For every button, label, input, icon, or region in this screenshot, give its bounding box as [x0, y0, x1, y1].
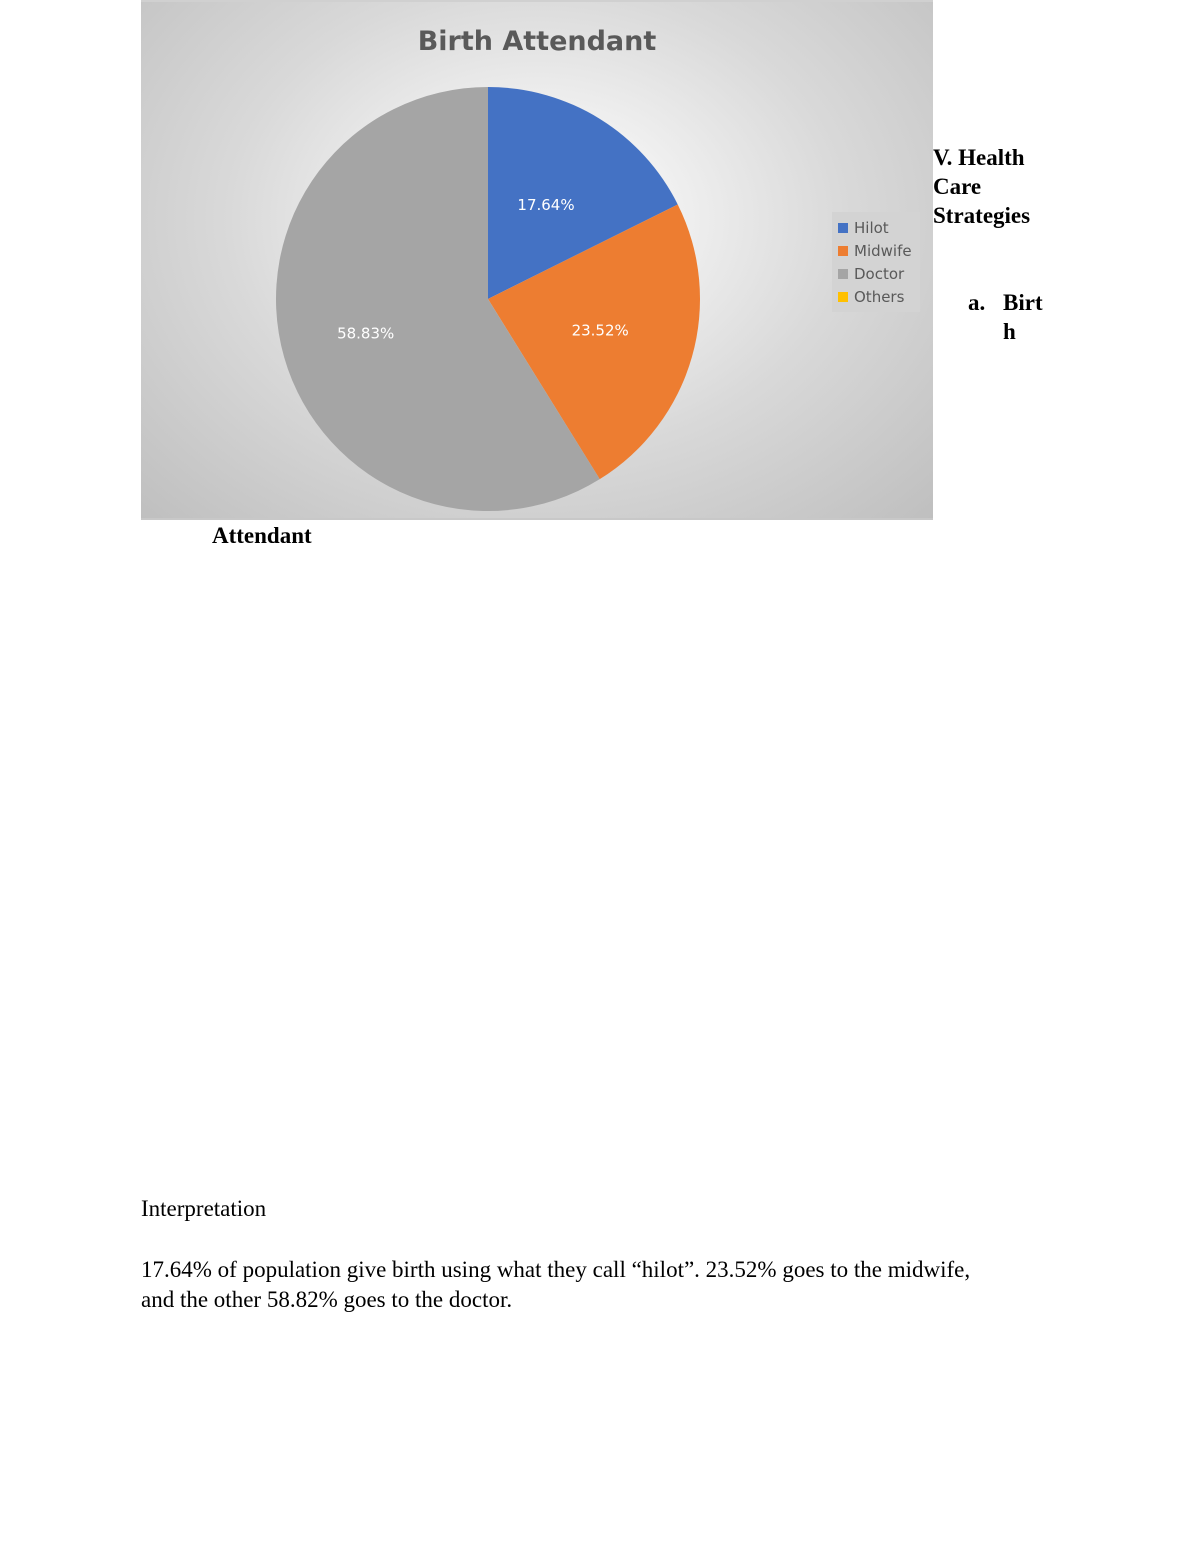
legend-label: Hilot: [854, 218, 889, 237]
chart-title: Birth Attendant: [417, 26, 657, 57]
legend-label: Doctor: [854, 264, 905, 283]
sub-heading-continuation: Attendant: [212, 523, 312, 548]
interpretation-title: Interpretation: [141, 1196, 267, 1221]
legend-item-others: [838, 285, 920, 308]
section-heading: V. Health Care Strategies: [933, 145, 1031, 228]
legend-item-hilot: [838, 216, 920, 239]
pie-label-doctor: 58.83%: [337, 324, 395, 343]
legend-swatch-doctor: [838, 269, 848, 279]
legend-swatch-midwife: [838, 246, 848, 256]
legend-swatch-hilot: [838, 223, 848, 233]
chart-legend: [832, 212, 920, 312]
legend-item-doctor: [838, 262, 920, 285]
legend-swatch-others: [838, 292, 848, 302]
sub-heading-marker: a.: [968, 290, 986, 315]
pie-label-hilot: 17.64%: [517, 195, 575, 214]
legend-label: Midwife: [854, 241, 912, 260]
legend-label: Others: [854, 287, 905, 306]
pie-chart: [141, 2, 933, 522]
birth-attendant-chart: [141, 0, 933, 520]
interpretation-body: 17.64% of population give birth using what they call “hilot”. 23.52% goes to the midwife, and the other 58.82% goes to the doctor.: [141, 1257, 971, 1312]
sub-heading: [968, 288, 1051, 346]
pie-label-midwife: 23.52%: [571, 321, 629, 340]
sub-heading-text: Birth: [1003, 290, 1043, 344]
legend-item-midwife: [838, 239, 920, 262]
